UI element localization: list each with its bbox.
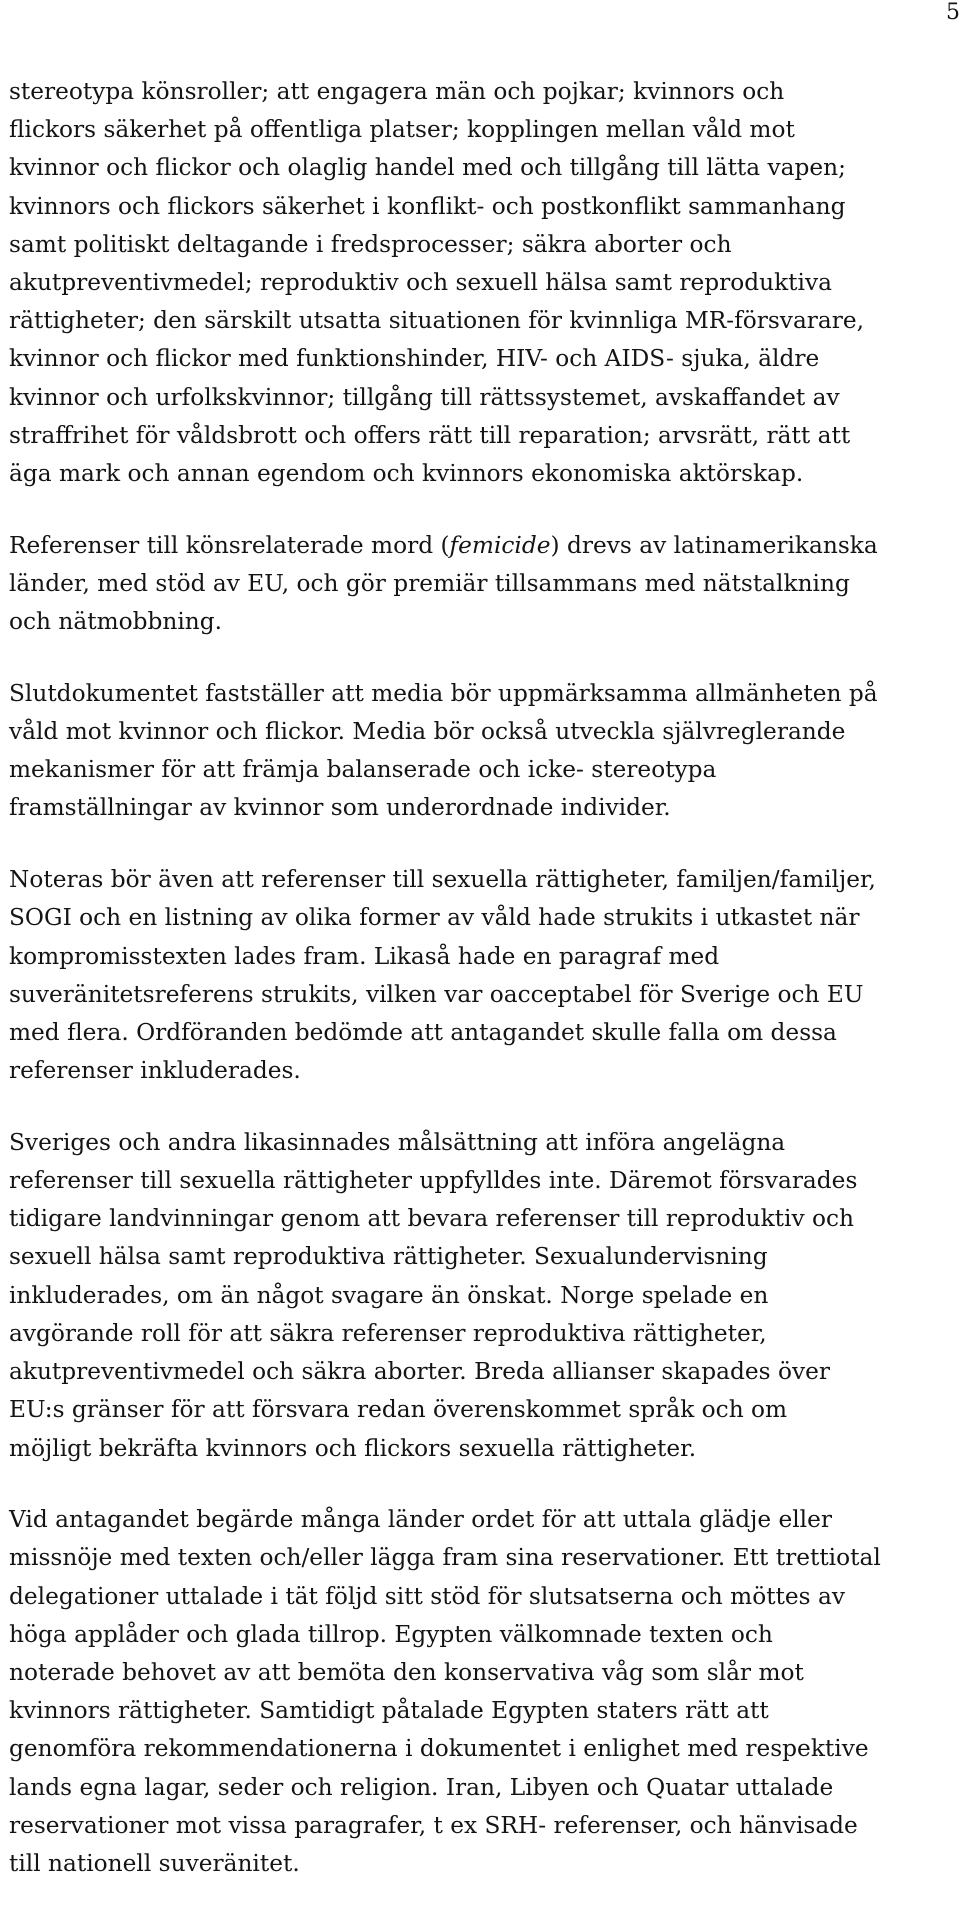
text-line: straffrihet för våldsbrott och offers rätt till reparation; arvsrätt, rätt att xyxy=(9,420,851,449)
text-segment: Referenser till könsrelaterade mord ( xyxy=(9,530,450,559)
text-line: kvinnor och flickor och olaglig handel med och tillgång till lätta vapen; xyxy=(9,153,846,182)
text-line: framställningar av kvinnor som underordnade individer. xyxy=(9,793,671,822)
text-line: lands egna lagar, seder och religion. Iran, Libyen och Quatar uttalade xyxy=(9,1772,834,1801)
paragraph-adoption xyxy=(9,1500,959,1882)
text-line: tidigare landvinningar genom att bevara referenser till reproduktiv och xyxy=(9,1204,854,1233)
text-line: rättigheter; den särskilt utsatta situationen för kvinnliga MR-försvarare, xyxy=(9,306,865,335)
text-line: kvinnors och flickors säkerhet i konflikt- och postkonflikt sammanhang xyxy=(9,191,846,220)
paragraph-femicide xyxy=(9,526,959,641)
text-line: avgörande roll för att säkra referenser reproduktiva rättigheter, xyxy=(9,1318,767,1347)
text-line xyxy=(9,526,949,564)
paragraph-sweden-goals xyxy=(9,1123,959,1467)
text-line: till nationell suveränitet. xyxy=(9,1849,300,1878)
text-line: Vid antagandet begärde många länder ordet för att uttala glädje eller xyxy=(9,1505,832,1534)
text-segment: ) drevs av latinamerikanska xyxy=(550,530,878,559)
text-line: suveränitetsreferens strukits, vilken var oacceptabel för Sverige och EU xyxy=(9,979,864,1008)
text-line: kvinnor och flickor med funktionshinder, HIV- och AIDS- sjuka, äldre xyxy=(9,344,820,373)
italic-term-femicide: femicide xyxy=(449,530,551,559)
text-line: noterade behovet av att bemöta den konservativa våg som slår mot xyxy=(9,1658,804,1687)
text-line: inkluderades, om än något svagare än önskat. Norge spelade en xyxy=(9,1280,769,1309)
paragraph-policy-areas xyxy=(9,72,959,492)
text-line: referenser inkluderades. xyxy=(9,1056,301,1085)
page-number: 5 xyxy=(946,0,960,25)
text-line: sexuell hälsa samt reproduktiva rättigheter. Sexualundervisning xyxy=(9,1242,768,1271)
text-line: akutpreventivmedel; reproduktiv och sexuell hälsa samt reproduktiva xyxy=(9,268,832,297)
text-line: höga applåder och glada tillrop. Egypten välkomnade texten och xyxy=(9,1619,773,1648)
text-line: EU:s gränser för att försvara redan överenskommet språk och om xyxy=(9,1395,788,1424)
text-line: kvinnors rättigheter. Samtidigt påtalade Egypten staters rätt att xyxy=(9,1696,769,1725)
text-line: med flera. Ordföranden bedömde att antagandet skulle falla om dessa xyxy=(9,1017,837,1046)
text-line: Slutdokumentet fastställer att media bör uppmärksamma allmänheten på xyxy=(9,678,878,707)
text-line: kompromisstexten lades fram. Likaså hade en paragraf med xyxy=(9,941,720,970)
paragraph-struck-references xyxy=(9,860,959,1089)
text-line: akutpreventivmedel och säkra aborter. Breda allianser skapades över xyxy=(9,1357,831,1386)
text-line: Noteras bör även att referenser till sexuella rättigheter, familjen/familjer, xyxy=(9,865,876,894)
text-line: missnöje med texten och/eller lägga fram sina reservationer. Ett trettiotal xyxy=(9,1543,881,1572)
text-line: mekanismer för att främja balanserade och icke- stereotypa xyxy=(9,755,717,784)
text-line: möjligt bekräfta kvinnors och flickors sexuella rättigheter. xyxy=(9,1433,697,1462)
text-line: flickors säkerhet på offentliga platser; kopplingen mellan våld mot xyxy=(9,115,795,144)
text-line: delegationer uttalade i tät följd sitt stöd för slutsatserna och möttes av xyxy=(9,1581,846,1610)
text-line: referenser till sexuella rättigheter uppfylldes inte. Däremot försvarades xyxy=(9,1166,858,1195)
text-line: länder, med stöd av EU, och gör premiär tillsammans med nätstalkning xyxy=(9,568,850,597)
paragraph-media xyxy=(9,674,959,827)
text-line: kvinnor och urfolkskvinnor; tillgång till rättssystemet, avskaffandet av xyxy=(9,382,840,411)
document-body xyxy=(9,72,959,1916)
text-line: reservationer mot vissa paragrafer, t ex SRH- referenser, och hänvisade xyxy=(9,1810,858,1839)
text-line: våld mot kvinnor och flickor. Media bör också utveckla självreglerande xyxy=(9,717,846,746)
text-line: SOGI och en listning av olika former av våld hade strukits i utkastet när xyxy=(9,903,860,932)
text-line: genomföra rekommendationerna i dokumentet i enlighet med respektive xyxy=(9,1734,869,1763)
text-line: stereotypa könsroller; att engagera män och pojkar; kvinnors och xyxy=(9,77,785,105)
text-line: samt politiskt deltagande i fredsprocesser; säkra aborter och xyxy=(9,229,732,258)
text-line: Sveriges och andra likasinnades målsättning att införa angelägna xyxy=(9,1127,786,1156)
text-line: och nätmobbning. xyxy=(9,607,223,636)
text-line: äga mark och annan egendom och kvinnors ekonomiska aktörskap. xyxy=(9,459,804,488)
